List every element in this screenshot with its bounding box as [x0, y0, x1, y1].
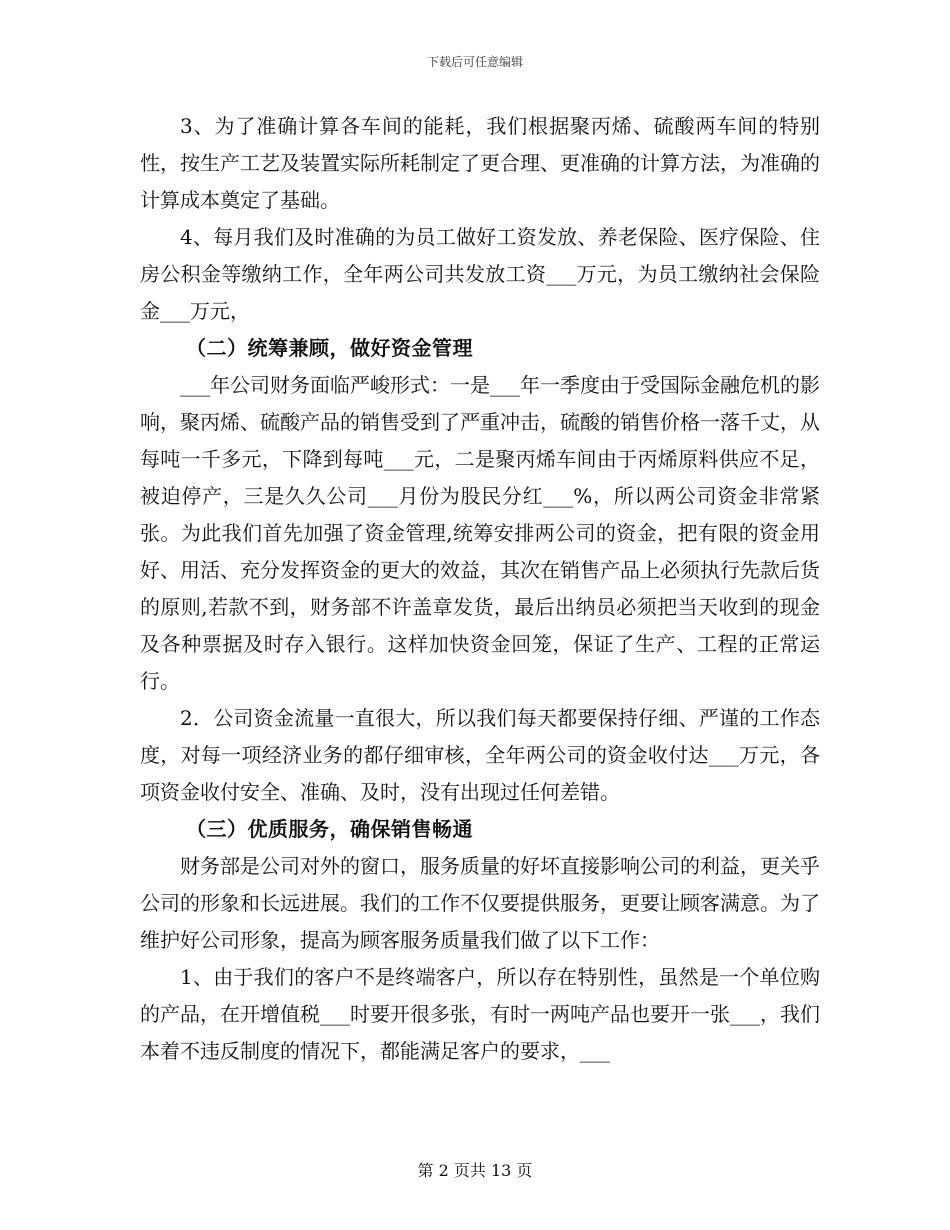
paragraph-payroll: 4、每月我们及时准确的为员工做好工资发放、养老保险、医疗保险、住房公积金等缴纳工作，全年两公司共发放工资___万元，为员工缴纳社会保险金___万元，: [140, 225, 820, 323]
paragraph-energy-calculation: 3、为了准确计算各车间的能耗，我们根据聚丙烯、硫酸两车间的特别性，按生产工艺及装置实际所耗制定了更合理、更准确的计算方法，为准确的计算成本奠定了基础。: [140, 114, 820, 212]
document-body: [140, 108, 820, 1070]
paragraph-fund-flow: 2．公司资金流量一直很大，所以我们每天都要保持仔细、严谨的工作态度，对每一项经济业务的都仔细审核，全年两公司的资金收付达___万元，各项资金收付安全、准确、及时，没有出现过任何差错。: [140, 706, 820, 804]
page-header: 下载后可任意编辑: [426, 55, 523, 69]
section-heading-fund-management: （二）统筹兼顾，做好资金管理: [186, 336, 473, 360]
page-footer: 第 2 页共 13 页: [417, 1161, 533, 1180]
paragraph-service-window: 财务部是公司对外的窗口，服务质量的好坏直接影响公司的利益，更关乎公司的形象和长远进展。我们的工作不仅要提供服务，更要让顾客满意。为了维护好公司形象，提高为顾客服务质量我们做了以下工作：: [140, 854, 820, 952]
paragraph-customer-invoices: 1、由于我们的客户不是终端客户，所以存在特别性，虽然是一个单位购的产品，在开增值税___时要开很多张，有时一两吨产品也要开一张___，我们本着不违反制度的情况下，都能满足客户的要求，___: [140, 965, 820, 1063]
paragraph-financial-situation: ___年公司财务面临严峻形式：一是___年一季度由于受国际金融危机的影响，聚丙烯、硫酸产品的销售受到了严重冲击，硫酸的销售价格一落千丈，从每吨一千多元，下降到每吨___元，二是聚丙烯车间由于丙烯原料供应不足，被迫停产，三是久久公司___月份为股民分红___%，所以两公司资金非常紧张。为此我们首先加强了资金管理,统筹安排两公司的资金，把有限的资金用好、用活、充分发挥资金的更大的效益，其次在销售产品上必须执行先款后货的原则,若款不到，财务部不许盖章发货，最后出纳员必须把当天收到的现金及各种票据及时存入银行。这样加快资金回笼，保证了生产、工程的正常运行。: [140, 373, 820, 693]
section-heading-quality-service: （三）优质服务，确保销售畅通: [186, 817, 473, 841]
